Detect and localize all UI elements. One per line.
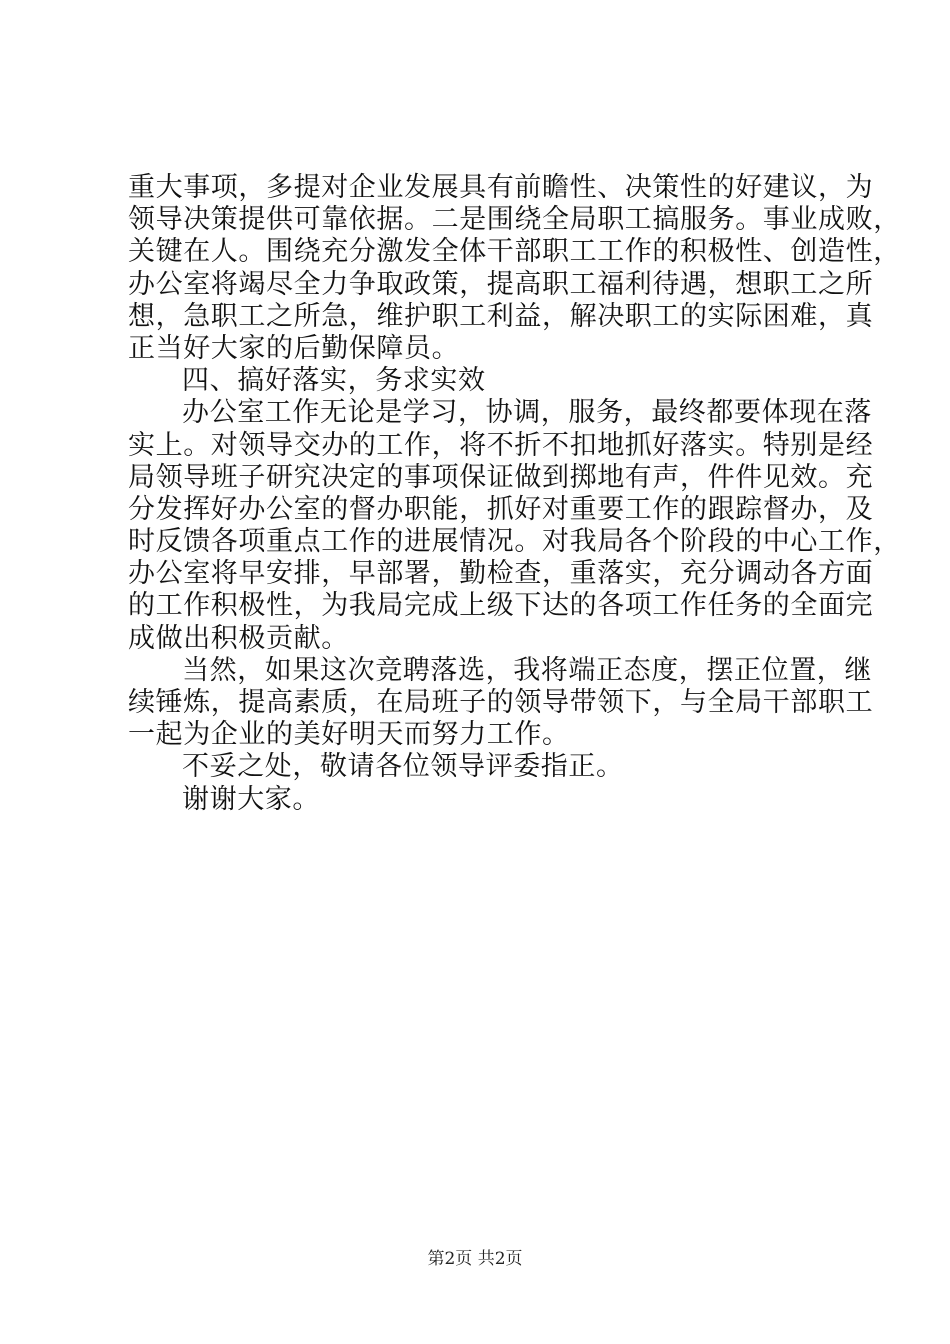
text-line: 分发挥好办公室的督办职能，抓好对重要工作的跟踪督办，及 <box>128 493 874 525</box>
text-line: 办公室工作无论是学习，协调，服务，最终都要体现在落 <box>182 397 872 429</box>
text-line: 成做出积极贡献。 <box>128 622 349 654</box>
text-line: 续锤炼，提高素质，在局班子的领导带领下，与全局干部职工 <box>128 687 874 718</box>
text-line: 的工作积极性，为我局完成上级下达的各项工作任务的全面完 <box>128 590 874 622</box>
text-line: 关键在人。围绕充分激发全体干部职工工作的积极性、创造性， <box>128 236 901 268</box>
text-line: 领导决策提供可靠依据。二是围绕全局职工搞服务。事业成败， <box>128 204 901 236</box>
page-number: 第2页 共2页 <box>427 1249 523 1269</box>
section-heading: 四、搞好落实，务求实效 <box>182 365 486 397</box>
text-line: 办公室将早安排，早部署，勤检查，重落实，充分调动各方面 <box>128 558 874 590</box>
text-line: 一起为企业的美好明天而努力工作。 <box>128 719 570 751</box>
text-line: 重大事项，多提对企业发展具有前瞻性、决策性的好建议，为 <box>128 172 874 203</box>
document-body <box>128 172 901 816</box>
text-line: 想，急职工之所急，维护职工利益，解决职工的实际困难，真 <box>128 300 874 332</box>
text-line: 当然，如果这次竞聘落选，我将端正态度，摆正位置，继 <box>182 654 872 686</box>
text-line: 时反馈各项重点工作的进展情况。对我局各个阶段的中心工作， <box>128 526 901 558</box>
text-line: 实上。对领导交办的工作，将不折不扣地抓好落实。特别是经 <box>128 429 874 461</box>
text-line: 不妥之处，敬请各位领导评委指正。 <box>182 751 624 783</box>
text-line: 谢谢大家。 <box>182 783 320 815</box>
text-line: 办公室将竭尽全力争取政策，提高职工福利待遇，想职工之所 <box>128 268 874 300</box>
text-line: 局领导班子研究决定的事项保证做到掷地有声，件件见效。充 <box>128 461 874 493</box>
text-line: 正当好大家的后勤保障员。 <box>128 332 460 364</box>
